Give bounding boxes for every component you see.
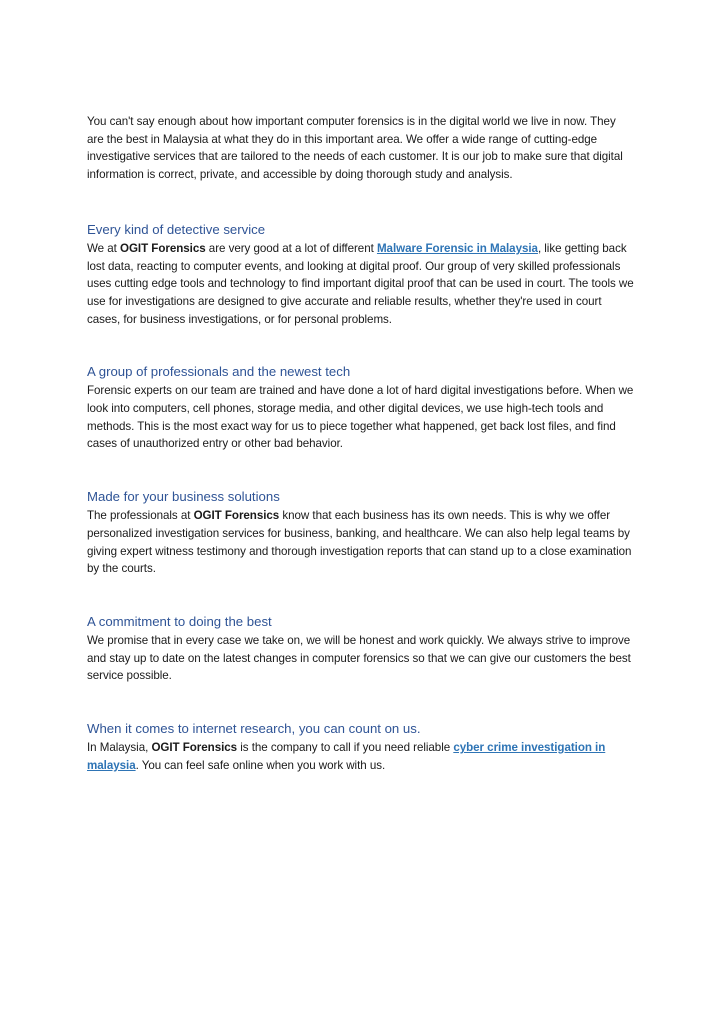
malware-forensic-link[interactable]: Malware Forensic in Malaysia: [376, 241, 538, 255]
section-paragraph: We promise that in every case we take on, we will be honest and work quickly. We always strive to improve and stay up to date on the latest changes in computer forensics so that we can give our customers the best service possible.: [87, 633, 631, 683]
section-professionals: [87, 363, 635, 453]
section-paragraph: Forensic experts on our team are trained and have done a lot of hard digital investigations before. When we look into computers, cell phones, storage media, and other digital devices, we use high-tech tools and methods. This is the most exact way for us to piece together what happened, get back lost files, and find cases of unauthorized entry or other bad behavior.: [87, 384, 634, 451]
section-heading: A group of professionals and the newest tech: [87, 364, 351, 380]
brand-name: OGIT Forensics: [193, 509, 280, 523]
section-commitment: [87, 613, 635, 685]
section-internet-research: [87, 720, 635, 774]
section-heading: Every kind of detective service: [87, 221, 266, 237]
section-paragraph: In Malaysia, OGIT Forensics is the company to call if you need reliable cyber crime investigation in malaysia. You can feel safe online when you work with us.: [87, 741, 606, 772]
section-paragraph: We at OGIT Forensics are very good at a lot of different Malware Forensic in Malaysia, like getting back lost data, reacting to computer events, and looking at digital proof. Our group of very skilled professionals uses cutting edge tools and technology to find important digital proof that can be used in court. The tools we use for investigations are designed to give accurate and reliable results, whether they're used in court cases, for business investigations, or for personal problems.: [87, 241, 634, 326]
section-heading: A commitment to doing the best: [87, 613, 272, 629]
brand-name: OGIT Forensics: [151, 741, 238, 755]
cyber-crime-investigation-link[interactable]: cyber crime investigation in malaysia: [87, 741, 606, 772]
intro-paragraph: You can't say enough about how important computer forensics is in the digital world we live in now. They are the best in Malaysia at what they do in this important area. We offer a wide range of cutting-edge investigative services that are tailored to the needs of each customer. It is our job to make sure that digital information is correct, private, and accessible by doing thorough study and analysis.: [87, 115, 623, 182]
section-heading: When it comes to internet research, you can count on us.: [87, 721, 421, 737]
brand-name: OGIT Forensics: [120, 241, 206, 255]
section-detective-service: [87, 221, 635, 329]
document-body: [87, 113, 635, 774]
section-heading: Made for your business solutions: [87, 489, 280, 505]
section-business-solutions: [87, 488, 635, 578]
section-paragraph: The professionals at OGIT Forensics know that each business has its own needs. This is why we offer personalized investigation services for business, banking, and healthcare. We can also help legal teams by giving expert witness testimony and thorough investigation reports that can stand up to a close examination by the courts.: [87, 509, 632, 576]
